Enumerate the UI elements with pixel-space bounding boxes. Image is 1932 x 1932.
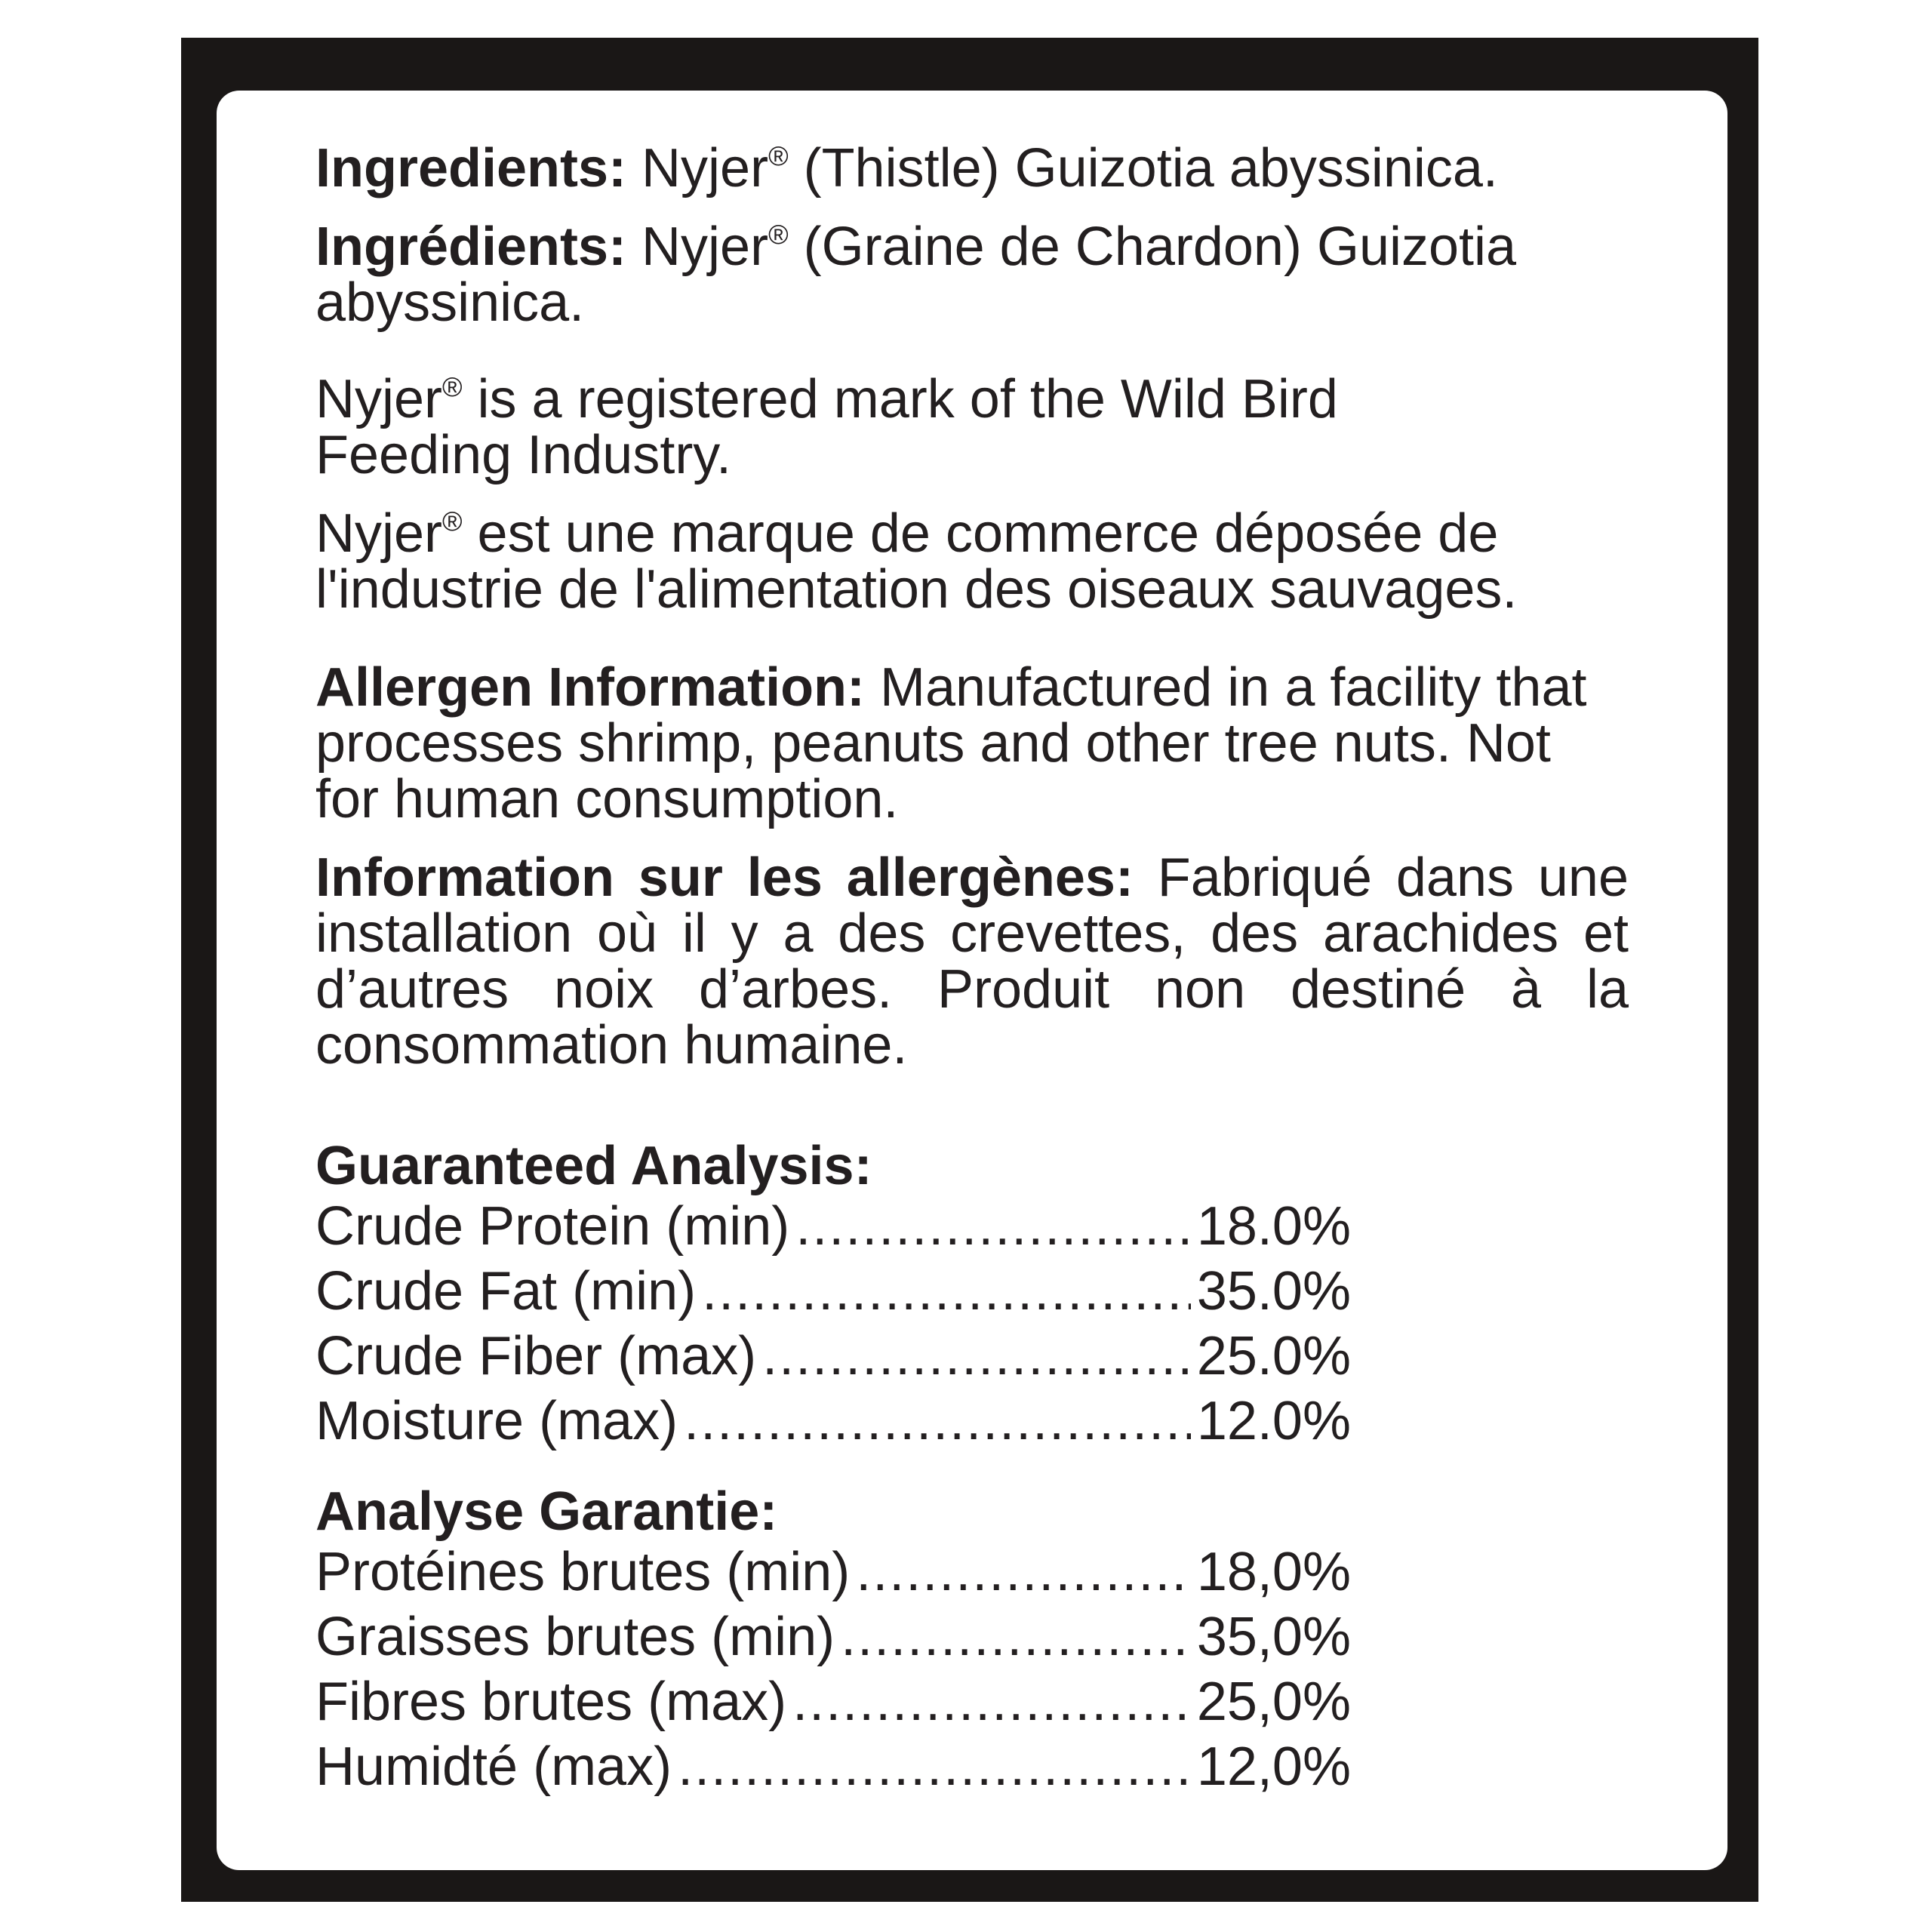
analysis-en-title: Guaranteed Analysis: xyxy=(315,1136,872,1196)
table-row: Humidté (max) ..... 12,0% xyxy=(315,1734,1351,1799)
allergen-en-label: Allergen Information: xyxy=(315,657,866,718)
registered-mark: ® xyxy=(442,506,463,537)
trademark-en-brand: Nyjer xyxy=(315,369,443,429)
table-row: Moisture (max) ..... 12.0% xyxy=(315,1389,1351,1454)
leader-dots xyxy=(792,1669,1191,1734)
analysis-fr-table xyxy=(315,1540,1629,1799)
leader-dots xyxy=(841,1604,1191,1669)
trademark-fr-text: est une marque de commerce déposée de l'industrie de l'alimentation des oiseaux sauvages. xyxy=(315,503,1518,620)
leader-dots xyxy=(702,1259,1191,1324)
registered-mark: ® xyxy=(442,371,463,402)
ingredients-fr-brand: Nyjer xyxy=(641,217,769,277)
allergen-fr-label: Information sur les allergènes: xyxy=(315,848,1134,908)
allergen-fr xyxy=(315,850,1629,1073)
leader-dots xyxy=(856,1540,1191,1604)
ingredients-en-text: (Thistle) Guizotia abyssinica. xyxy=(788,138,1498,198)
registered-mark: ® xyxy=(768,219,789,250)
trademark-fr-brand: Nyjer xyxy=(315,503,443,564)
registered-mark: ® xyxy=(768,140,789,171)
label-content xyxy=(315,140,1629,1799)
ingredients-en xyxy=(315,140,1583,196)
analysis-en-table xyxy=(315,1194,1629,1454)
leader-dots xyxy=(762,1324,1191,1389)
ingredients-fr xyxy=(315,219,1583,331)
allergen-en-text: Manufactured in a facility that processes shrimp, peanuts and other tree nuts. Not for human consumption. xyxy=(315,657,1587,829)
analysis-fr-title: Analyse Garantie: xyxy=(315,1481,778,1542)
allergen-fr-text: Fabriqué dans une installation où il y a des crevettes, des arachides et d’autres noix d’arbes. Produit non destiné à la consommation humaine. xyxy=(315,848,1629,1075)
leader-dots xyxy=(678,1734,1191,1799)
trademark-fr xyxy=(315,503,1629,620)
ingredients-fr-text: (Graine de Chardon) Guizotia abyssinica. xyxy=(315,217,1517,333)
table-row: Crude Fiber (max) ..... 25.0% xyxy=(315,1324,1351,1389)
ingredients-fr-label: Ingrédients: xyxy=(315,217,627,277)
table-row: Crude Protein (min) ..... 18.0% xyxy=(315,1194,1351,1259)
leader-dots xyxy=(795,1194,1191,1259)
table-row: Crude Fat (min) ..... 35.0% xyxy=(315,1259,1351,1324)
ingredients-en-brand: Nyjer xyxy=(641,138,769,198)
trademark-en-text: is a registered mark of the Wild Bird Feeding Industry. xyxy=(315,369,1338,485)
allergen-en xyxy=(315,657,1614,829)
table-row: Protéines brutes (min) ..... 18,0% xyxy=(315,1540,1351,1604)
leader-dots xyxy=(684,1389,1191,1454)
ingredients-en-label: Ingredients: xyxy=(315,138,627,198)
table-row: Fibres brutes (max) ..... 25,0% xyxy=(315,1669,1351,1734)
table-row: Graisses brutes (min) ..... 35,0% xyxy=(315,1604,1351,1669)
trademark-en xyxy=(315,371,1493,483)
